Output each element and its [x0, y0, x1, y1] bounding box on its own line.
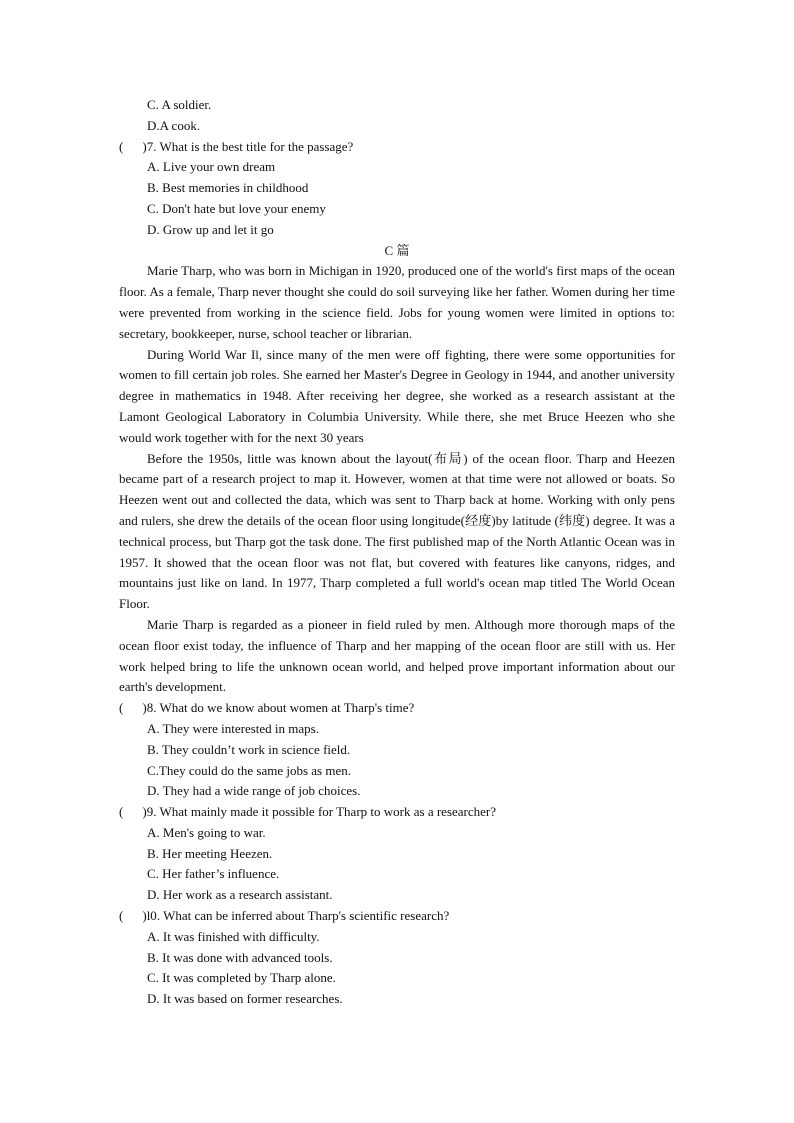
q9-option-a: A. Men's going to war. — [147, 824, 266, 840]
q7-question: ( )7. What is the best title for the passage? — [119, 138, 354, 154]
q10-option-d: D. It was based on former researches. — [147, 991, 343, 1007]
passage-paragraph-1: Marie Tharp, who was born in Michigan in 1920, produced one of the world's first maps of the ocean floor. As a female, Tharp never thought she could do soil surveying like her father. Women during her time were prevented from working in the science field. Jobs for young women were limited in options to: secretary, bookkeeper, nurse, school teacher or librarian. — [119, 263, 675, 341]
q10-number: l0 — [146, 908, 157, 924]
q8-option-a: A. They were interested in maps. — [147, 720, 319, 736]
q10-question: ( )l0. What can be inferred about Tharp's scientific research? — [119, 908, 450, 924]
q10-paren-close: ) — [142, 908, 147, 924]
q8-option-b: B. They couldn’t work in science field. — [147, 741, 351, 757]
q10-option-b: B. It was done with advanced tools. — [147, 949, 333, 965]
q10-paren-open: ( — [119, 908, 124, 924]
q9-option-b: B. Her meeting Heezen. — [147, 845, 273, 861]
q8-text: What do we know about women at Tharp's time? — [159, 700, 415, 716]
q8-question: ( )8. What do we know about women at Tharp's time? — [119, 700, 415, 716]
q9-option-c: C. Her father’s influence. — [147, 866, 280, 882]
q7-paren-close: ) — [142, 138, 147, 154]
q6-option-c: C. A soldier. — [147, 97, 212, 112]
q7-option-b: B. Best memories in childhood — [147, 180, 309, 196]
passage-paragraph-4: Marie Tharp is regarded as a pioneer in field ruled by men. Although more thorough maps of the ocean floor exist today, the influence of Tharp and her mapping of the ocean floor are still with us. Her work helped bring to life the unknown ocean world, and helped prove important information about our earth's development. — [119, 616, 675, 695]
q10-text: What can be inferred about Tharp's scientific research? — [163, 908, 450, 924]
passage-paragraph-3: Before the 1950s, little was known about the layout(布局) of the ocean floor. Tharp and Heezen became part of a research project to map it. However, women at that time were not allowed or boats. So Heezen went out and collected the data, which was sent to Tharp back at home. Working with only pens and rulers, she drew the details of the ocean floor using longitude(经度)by latitude (纬度) degree. It was a technical process, but Tharp got the task done. The first published map of the North Atlantic Ocean was in 1957. It showed that the ocean floor was not flat, but covered with features like canyons, ridges, and mountains just like on land. In 1977, Tharp completed a full world's ocean map titled The World Ocean Floor. — [119, 450, 675, 612]
q7-option-a: A. Live your own dream — [147, 159, 276, 175]
q8-paren-close: ) — [142, 700, 147, 716]
q8-option-d: D. They had a wide range of job choices. — [147, 783, 361, 799]
q9-option-d: D. Her work as a research assistant. — [147, 887, 333, 903]
q9-question: ( )9. What mainly made it possible for Tharp to work as a researcher? — [119, 804, 497, 820]
q6-option-d: D.A cook. — [147, 117, 201, 133]
q10-option-a: A. It was finished with difficulty. — [147, 928, 320, 944]
q7-number: 7 — [146, 138, 154, 154]
q7-option-d: D. Grow up and let it go — [147, 221, 274, 237]
q8-paren-open: ( — [119, 700, 124, 716]
q7-text: What is the best title for the passage? — [159, 138, 354, 154]
document-content — [119, 95, 675, 1010]
q10-option-c: C. It was completed by Tharp alone. — [147, 970, 336, 986]
q9-number: 9 — [146, 804, 154, 820]
section-c-title: C 篇 — [384, 242, 410, 258]
q8-option-c: C.They could do the same jobs as men. — [147, 762, 351, 778]
q9-paren-close: ) — [142, 804, 147, 820]
q7-option-c: C. Don't hate but love your enemy — [147, 200, 326, 216]
passage-paragraph-2: During World War Il, since many of the men were off fighting, there were some opportunities for women to fill certain job roles. She earned her Master's Degree in Geology in 1944, and another university degree in mathematics in 1948. After receiving her degree, she worked as a research assistant at the Lamont Geological Laboratory in Columbia University. While there, she met Bruce Heezen who she would work together with for the next 30 years — [119, 346, 675, 445]
q9-text: What mainly made it possible for Tharp to work as a researcher? — [159, 804, 497, 820]
q7-paren-open: ( — [119, 138, 124, 154]
q8-number: 8 — [146, 700, 154, 716]
q9-paren-open: ( — [119, 804, 124, 820]
